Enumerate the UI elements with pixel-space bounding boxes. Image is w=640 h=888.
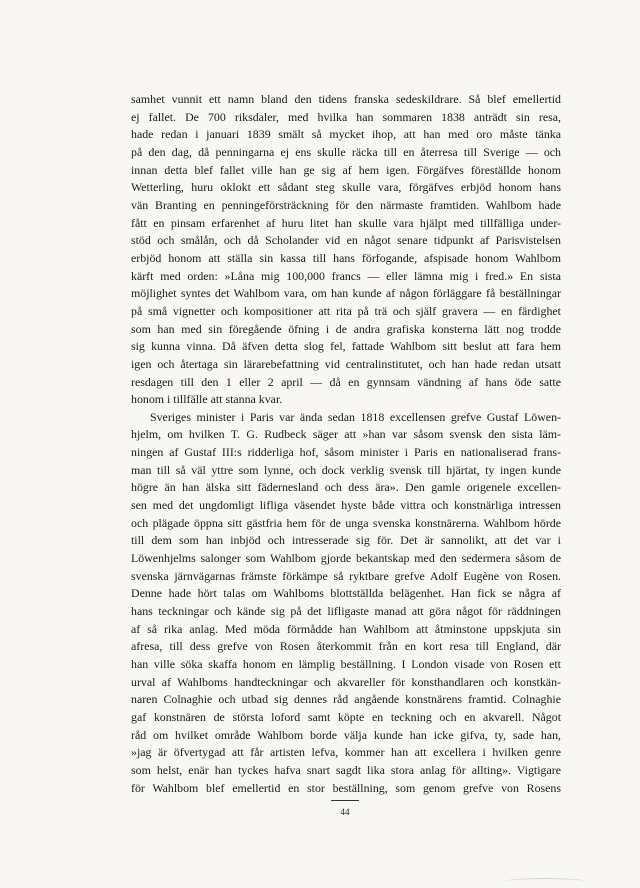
text-line: ningen af Gustaf III:s ridderliga hof, såsom minister i Paris en nationaliserad frans-	[131, 445, 561, 460]
text-line: sig kunna vinna. Då äfven detta slog fel, fattade Wahlbom sitt beslut att fara hem	[131, 339, 561, 354]
text-line: erbjöd honom att ställa sin kassa till hans förfogande, afspisade honom Wahlbom	[131, 250, 561, 265]
text-line: på små vignetter och kompositioner att rita på trä och själf gravera — en färdighet	[131, 303, 561, 318]
text-line: hans teckningar och kände sig på det lifligaste manad att göra något för räddningen	[131, 604, 561, 619]
text-line: stöd och smålån, och då Scholander vid en något senare tidpunkt af Parisvistelsen	[131, 233, 561, 248]
text-line: Denne hade hört talas om Wahlboms blottställda belägenhet. Han fick se några af	[131, 586, 561, 601]
text-line: af så rika anlag. Med möda förmådde han Wahlbom att åtminstone uppskjuta sin	[131, 621, 561, 636]
text-line: afresa, till dess grefve von Rosen återkommit från en kort resa till England, där	[131, 639, 561, 654]
paragraph-start-line: Sveriges minister i Paris var ända sedan 1818 excellensen grefve Gustaf Löwen-	[150, 409, 561, 424]
text-line: och plägade öppna sitt gästfria hem för de unga svenska konstnärerna. Wahlbom hörde	[131, 515, 561, 530]
text-line: vän Branting en penningeförsträckning för den närmaste framtiden. Wahlbom hade	[131, 197, 561, 212]
paragraph-end-line: honom i tillfälle att stanna kvar.	[131, 392, 283, 407]
text-line: svenska järnvägarnas främste förkämpe så ryktbare grefve Adolf Eugène von Rosen.	[131, 568, 561, 583]
text-line: högre än han älska sitt fädernesland och dess ära». Den gamle origenele excellen-	[131, 480, 561, 495]
body-text	[131, 91, 561, 797]
text-line: för Wahlbom blef emellertid en stor beställning, som genom grefve von Rosens	[131, 780, 561, 795]
text-line: som helst, enär han tyckes hafva snart sagdt lika stora anlag för allting». Vigtigare	[131, 762, 561, 777]
text-line: hade redan i januari 1839 smält så mycket ihop, att han med oro måste tänka	[131, 127, 561, 142]
text-line: naren Colnaghie och utbad sig dennes råd angående konstnärens framtid. Colnaghie	[131, 692, 561, 707]
footer-rule	[331, 800, 359, 801]
text-line: hjelm, om hvilken T. G. Rudbeck säger att »han var såsom svensk den sista läm-	[131, 427, 561, 442]
text-line: ej fallet. De 700 riksdaler, med hvilka han sommaren 1838 anträdt sin resa,	[131, 109, 561, 124]
text-line: man till så väl yttre som lynne, och dock verklig svensk till hjärtat, ty ingen kunde	[131, 462, 561, 477]
text-line: möjlighet syntes det Wahlbom vara, om han kunde af någon förläggare få beställningar	[131, 286, 561, 301]
text-line: »jag är öfvertygad att får artisten lefva, kommer han att excellera i hvilken genre	[131, 745, 561, 760]
text-line: igen och återtaga sin lärarebefattning vid centralinstitutet, och han hade redan utsatt	[131, 356, 561, 371]
text-line: Löwenhjelms salonger som Wahlbom gjorde bekantskap med den sedermera såsom de	[131, 551, 561, 566]
page-number: 44	[340, 807, 350, 817]
text-line: han ville söka skaffa honom en lämplig beställning. I London visade von Rosen ett	[131, 657, 561, 671]
scan-edge-mark	[505, 878, 585, 885]
text-line: samhet vunnit ett namn bland den tidens franska sedeskildrare. Så blef emellertid	[131, 92, 561, 106]
text-line: gaf konstnären de största loford samt köpte en teckning och en akvarell. Något	[131, 709, 561, 724]
text-line: på den dag, då penningarna ej ens skulle räcka till en återresa till Sverige — och	[131, 144, 561, 159]
text-line: fått en pinsam erfarenhet af huru litet han skulle vara hjälpt med tillfälliga under-	[131, 215, 561, 230]
text-line: råd om hvilket område Wahlbom borde välja kunde han icke gifva, ty, sade han,	[131, 727, 561, 742]
text-line: innan detta blef fallet ville han ge sig af hem igen. Förgäfves föreställde honom	[131, 162, 561, 177]
text-line: till dem som han inbjöd och intresserade sig för. Det är sannolikt, att det var i	[131, 533, 561, 548]
text-line: resdagen till den 1 eller 2 april — då en gynnsam vändning af hans öde satte	[131, 374, 561, 389]
text-line: urval af Wahlboms handteckningar och akvareller för konsthandlaren och konstkän-	[131, 674, 561, 689]
text-line: som han med sin föregående öfning i de andra grafiska konsterna lätt nog trodde	[131, 321, 561, 336]
text-line: Wetterling, huru oklokt ett sådant steg skulle vara, förgäfves erbjöd honom hans	[131, 180, 561, 195]
text-line: sen med det ungdomligt lifliga väsendet hyste både vittra och konstnärliga intressen	[131, 498, 561, 513]
text-line: kärft med orden: »Låna mig 100,000 francs — eller lämna mig i fred.» En sista	[131, 268, 561, 283]
